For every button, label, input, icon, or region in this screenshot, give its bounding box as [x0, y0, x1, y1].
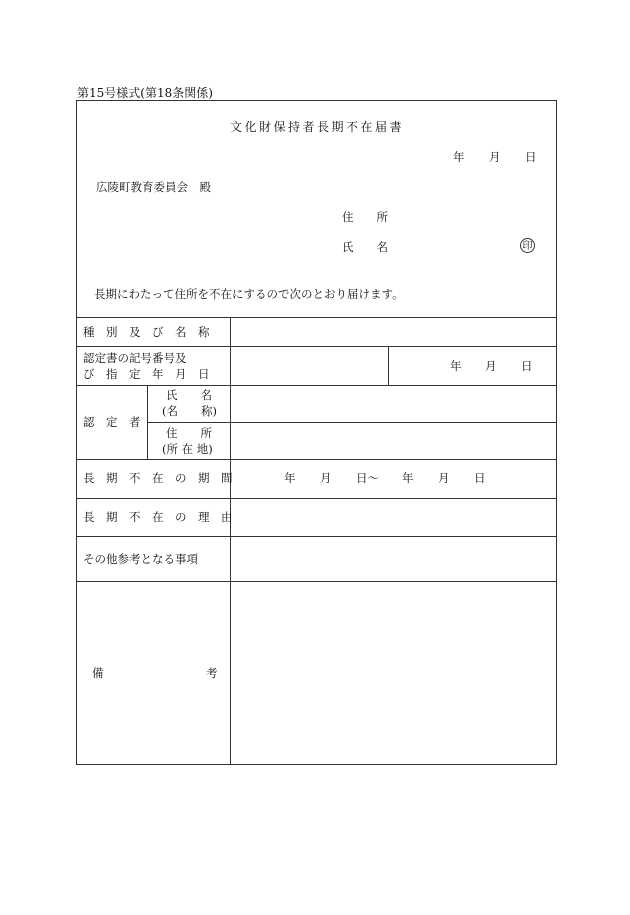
row-divider [77, 498, 556, 499]
absence-period-label: 長 期 不 在 の 期 間 [83, 471, 233, 485]
remarks-label-1: 備 [92, 666, 104, 680]
person-name-label-line1: 氏 名 [166, 388, 212, 402]
address-label: 住 所 [342, 210, 388, 224]
recipient: 広陵町教育委員会 殿 [96, 180, 211, 194]
period-from-month-label: 月 [320, 471, 332, 485]
row-divider [77, 536, 556, 537]
period-from-year-label: 年 [284, 471, 296, 485]
period-from-day-label: 日〜 [356, 471, 379, 485]
date-month-label: 月 [489, 150, 501, 164]
person-address-label-line1: 住 所 [166, 426, 212, 440]
column-divider [230, 317, 231, 765]
row-divider [77, 317, 556, 318]
row-divider [147, 422, 556, 423]
absence-reason-label: 長 期 不 在 の 理 由 [83, 510, 233, 524]
person-address-label-line2: (所 在 地) [162, 442, 213, 456]
form-box [76, 100, 557, 765]
cert-year-label: 年 [450, 359, 462, 373]
column-divider [388, 346, 389, 385]
remarks-label-2: 考 [206, 666, 218, 680]
cert-day-label: 日 [521, 359, 533, 373]
certified-person-label: 認 定 者 [83, 415, 141, 429]
cert-month-label: 月 [485, 359, 497, 373]
type-and-name-label: 種 別 及 び 名 称 [83, 325, 210, 339]
name-label: 氏 名 [342, 240, 388, 254]
column-divider [147, 385, 148, 459]
row-divider [77, 581, 556, 582]
statement: 長期にわたって住所を不在にするので次のとおり届けます。 [94, 287, 404, 301]
period-to-day-label: 日 [474, 471, 486, 485]
other-reference-label: その他参考となる事項 [83, 552, 198, 566]
form-title: 文化財保持者長期不在届書 [230, 120, 405, 134]
row-divider [77, 385, 556, 386]
form-number: 第15号様式(第18条関係) [77, 86, 213, 100]
row-divider [77, 459, 556, 460]
period-to-month-label: 月 [438, 471, 450, 485]
seal-mark: 印 [520, 238, 535, 253]
date-year-label: 年 [453, 150, 465, 164]
date-day-label: 日 [525, 150, 537, 164]
person-name-label-line2: (名 称) [162, 404, 217, 418]
cert-label-line1: 認定書の記号番号及 [83, 351, 187, 365]
row-divider [77, 346, 556, 347]
period-to-year-label: 年 [402, 471, 414, 485]
cert-label-line2: び 指 定 年 月 日 [83, 367, 210, 381]
